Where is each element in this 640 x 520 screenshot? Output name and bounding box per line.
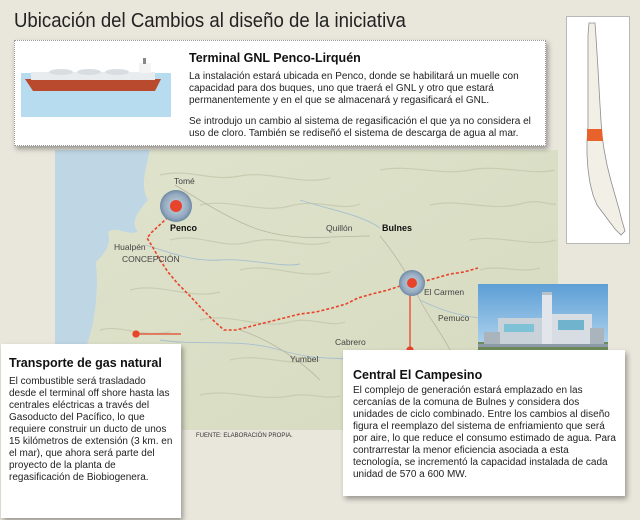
terminal-heading: Terminal GNL Penco-Lirquén [189, 51, 361, 65]
source-note: FUENTE: ELABORACIÓN PROPIA. [196, 433, 293, 439]
terminal-paragraph-2: Se introdujo un cambio al sistema de regasificación el que ya no considera el uso de cloro. También se rediseñó el sistema de descarga de agua al mar. [189, 116, 531, 139]
transporte-paragraph: El combustible será trasladado desde el terminal off shore hasta las centrales eléctricas a través del Gasoducto del Pacífico, lo que requiere construir un ducto de unos 15 kilómetros de extensión (3 km. en el mar), que ahora será parte del proyecto de la planta de regasificación de Biobiogenera. [9, 376, 173, 483]
biobio-region-highlight [587, 129, 603, 141]
penco-marker[interactable] [159, 189, 193, 223]
power-plant-photo [478, 284, 608, 356]
el-campesino-marker[interactable] [398, 269, 426, 297]
place-label-penco: Penco [170, 223, 198, 233]
terminal-info-box [14, 40, 546, 146]
place-label-hualpen: Hualpén [114, 242, 146, 252]
place-label-bulnes: Bulnes [382, 223, 413, 233]
chile-silhouette [567, 17, 629, 243]
central-heading: Central El Campesino [353, 368, 483, 382]
page-title: Ubicación del Cambios al diseño de la iniciativa [14, 10, 406, 32]
place-label-yumbel: Yumbel [290, 354, 319, 364]
place-label-el-carmen: El Carmen [424, 287, 465, 297]
central-info-box [343, 350, 625, 496]
transporte-heading: Transporte de gas natural [9, 356, 162, 370]
place-label-pemuco: Pemuco [438, 313, 470, 323]
place-label-tome: Tomé [174, 176, 195, 186]
lng-ship-illustration [21, 51, 171, 117]
terminal-paragraph-1: La instalación estará ubicada en Penco, donde se habilitará un muelle con capacidad para dos buques, uno que traerá el GNL y otro que estará permanentemente y en el que se almacenará y regasificará el GNL. [189, 71, 519, 106]
place-label-cabrero: Cabrero [335, 337, 366, 347]
chile-locator-map [566, 16, 630, 244]
central-paragraph: El complejo de generación estará emplazado en las cercanías de la comuna de Bulnes y considera dos unidades de ciclo combinado. Entre los cambios al diseño figura el reemplazo del sistema de enfriamiento que será por aire, lo que reduce el consumo estimado de agua. Para contrarrestar la menor eficiencia asociada a esta tecnología, se incrementó la capacidad instalada de cada unidad de 570 a 600 MW. [353, 385, 616, 480]
place-label-quillon: Quillón [326, 223, 353, 233]
place-label-concepcion: CONCEPCIÓN [122, 254, 180, 264]
transporte-info-box [1, 344, 181, 518]
